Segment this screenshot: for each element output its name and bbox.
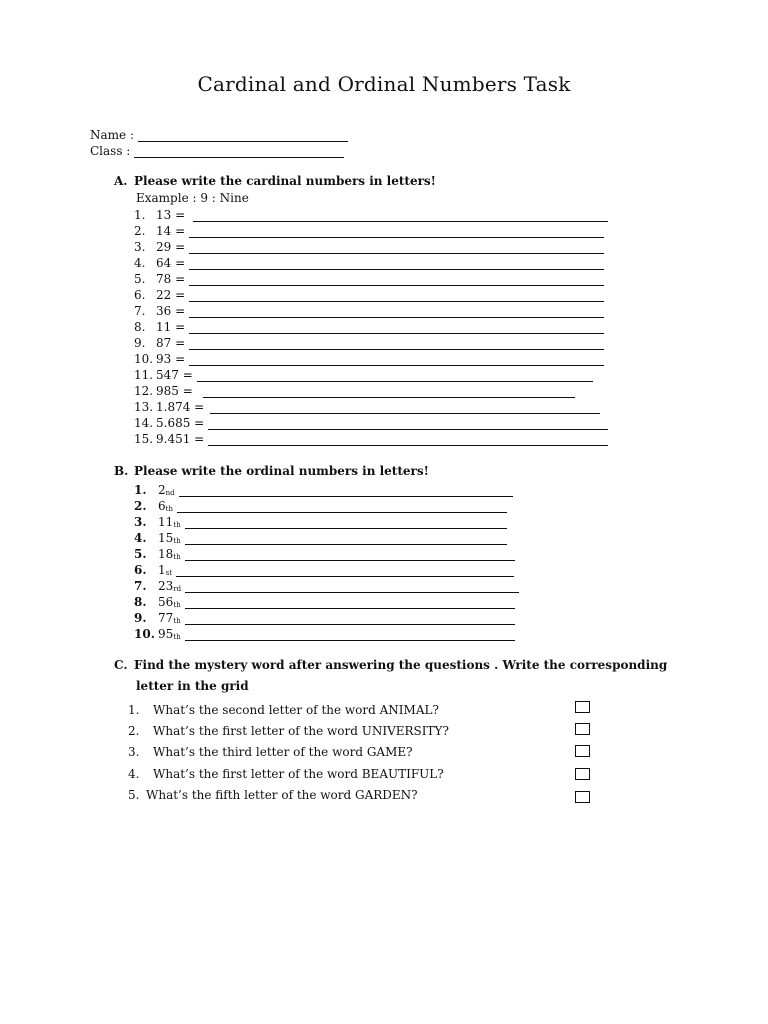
item-number: 7.	[134, 579, 147, 593]
answer-box[interactable]	[575, 701, 590, 713]
question-text: What’s the first letter of the word BEAUTIFUL?	[153, 766, 444, 781]
item-prompt: 36 =	[156, 304, 186, 318]
section-a-list	[134, 206, 608, 446]
answer-line[interactable]	[185, 614, 515, 625]
item-prompt: 29 =	[156, 240, 186, 254]
list-item	[134, 238, 608, 254]
question-number: 5.	[128, 788, 140, 803]
ordinal-suffix: th	[173, 633, 181, 641]
ordinal-suffix: th	[173, 553, 181, 561]
ordinal-base: 11	[158, 515, 174, 529]
item-number: 6.	[134, 563, 147, 577]
list-item	[134, 334, 608, 350]
item-prompt: 9.451 =	[156, 432, 205, 446]
list-item	[134, 318, 608, 334]
list-item	[134, 625, 519, 641]
answer-line[interactable]	[189, 307, 604, 318]
list-item	[134, 529, 519, 545]
name-field[interactable]	[138, 131, 348, 142]
answer-line[interactable]	[189, 323, 604, 334]
section-b-title: Please write the ordinal numbers in letters!	[134, 464, 429, 478]
name-label: Name :	[90, 128, 134, 142]
section-c-questions	[128, 699, 449, 806]
ordinal-suffix: th	[173, 521, 181, 529]
item-number: 1.	[134, 208, 146, 222]
item-prompt: 547 =	[156, 368, 193, 382]
item-number: 1.	[134, 483, 147, 497]
section-a-example: Example : 9 : Nine	[136, 191, 249, 205]
question-number: 1.	[128, 702, 140, 717]
section-b-letter: B.	[114, 464, 129, 478]
item-prompt: 87 =	[156, 336, 186, 350]
ordinal-base: 95	[158, 627, 174, 641]
item-prompt: 14 =	[156, 224, 186, 238]
ordinal-base: 77	[158, 611, 174, 625]
ordinal-base: 6	[158, 499, 166, 513]
list-item	[134, 481, 519, 497]
list-item	[134, 254, 608, 270]
question-number: 2.	[128, 724, 140, 739]
student-info	[90, 126, 348, 158]
item-number: 15.	[134, 432, 154, 446]
item-prompt: 93 =	[156, 352, 186, 366]
item-number: 5.	[134, 272, 146, 286]
section-b-list	[134, 481, 519, 641]
item-number: 5.	[134, 547, 147, 561]
section-c-title-line2: letter in the grid	[136, 679, 249, 693]
answer-line[interactable]	[189, 227, 604, 238]
answer-line[interactable]	[177, 502, 507, 513]
list-item	[134, 270, 608, 286]
list-item	[134, 414, 608, 430]
answer-box[interactable]	[575, 723, 590, 735]
answer-line[interactable]	[208, 419, 608, 430]
section-a-letter: A.	[114, 174, 128, 188]
item-number: 2.	[134, 499, 147, 513]
question-number: 3.	[128, 745, 140, 760]
item-prompt: 11 =	[156, 320, 186, 334]
answer-line[interactable]	[185, 518, 507, 529]
page-title: Cardinal and Ordinal Numbers Task	[197, 72, 571, 96]
section-a-heading	[114, 174, 436, 188]
question-text: What’s the fifth letter of the word GARDEN?	[146, 788, 418, 803]
item-number: 10.	[134, 627, 155, 641]
ordinal-suffix: rd	[173, 585, 182, 593]
section-b-heading	[114, 464, 429, 478]
item-number: 4.	[134, 531, 147, 545]
ordinal-base: 18	[158, 547, 174, 561]
answer-line[interactable]	[208, 435, 608, 446]
item-number: 9.	[134, 611, 147, 625]
section-c-heading	[114, 658, 667, 672]
answer-box[interactable]	[575, 768, 590, 780]
item-number: 7.	[134, 304, 146, 318]
ordinal-base: 1	[158, 563, 166, 577]
item-prompt: 1.874 =	[156, 400, 205, 414]
ordinal-suffix: st	[165, 569, 173, 577]
ordinal-base: 15	[158, 531, 174, 545]
list-item	[134, 545, 519, 561]
section-a-title: Please write the cardinal numbers in letters!	[134, 174, 436, 188]
item-prompt: 985 =	[156, 384, 193, 398]
item-number: 8.	[134, 595, 147, 609]
item-number: 14.	[134, 416, 154, 430]
answer-line[interactable]	[189, 355, 604, 366]
ordinal-suffix: th	[173, 537, 181, 545]
answer-line[interactable]	[176, 566, 514, 577]
item-number: 4.	[134, 256, 146, 270]
list-item	[134, 286, 608, 302]
item-number: 12.	[134, 384, 154, 398]
list-item	[134, 593, 519, 609]
answer-line[interactable]	[185, 550, 515, 561]
answer-line[interactable]	[185, 598, 515, 609]
question-item	[128, 742, 449, 763]
question-item	[128, 785, 449, 806]
item-number: 3.	[134, 515, 147, 529]
item-number: 3.	[134, 240, 146, 254]
item-number: 10.	[134, 352, 154, 366]
class-label: Class :	[90, 144, 131, 158]
answer-line[interactable]	[185, 582, 519, 593]
answer-line[interactable]	[197, 371, 593, 382]
section-c-letter: C.	[114, 658, 128, 672]
list-item	[134, 577, 519, 593]
answer-box[interactable]	[575, 791, 590, 803]
ordinal-base: 2	[158, 483, 166, 497]
question-item	[128, 699, 449, 720]
item-prompt: 22 =	[156, 288, 186, 302]
question-text: What’s the third letter of the word GAME?	[153, 745, 413, 760]
list-item	[134, 398, 608, 414]
question-number: 4.	[128, 766, 140, 781]
item-number: 13.	[134, 400, 154, 414]
ordinal-base: 23	[158, 579, 174, 593]
answer-line[interactable]	[203, 387, 575, 398]
list-item	[134, 206, 608, 222]
ordinal-suffix: th	[173, 601, 181, 609]
question-text: What’s the second letter of the word ANIMAL?	[153, 702, 439, 717]
ordinal-suffix: th	[165, 505, 173, 513]
item-number: 2.	[134, 224, 146, 238]
answer-line[interactable]	[189, 259, 604, 270]
ordinal-base: 56	[158, 595, 174, 609]
list-item	[134, 497, 519, 513]
item-number: 6.	[134, 288, 146, 302]
item-prompt: 13 =	[156, 208, 186, 222]
answer-line[interactable]	[193, 211, 608, 222]
answer-line[interactable]	[189, 291, 604, 302]
list-item	[134, 350, 608, 366]
ordinal-suffix: nd	[165, 489, 175, 497]
answer-line[interactable]	[185, 534, 507, 545]
list-item	[134, 513, 519, 529]
answer-line[interactable]	[189, 243, 604, 254]
list-item	[134, 430, 608, 446]
list-item	[134, 382, 608, 398]
list-item	[134, 561, 519, 577]
item-prompt: 64 =	[156, 256, 186, 270]
list-item	[134, 302, 608, 318]
answer-box[interactable]	[575, 745, 590, 757]
list-item	[134, 609, 519, 625]
answer-line[interactable]	[185, 630, 515, 641]
item-prompt: 78 =	[156, 272, 186, 286]
answer-line[interactable]	[189, 339, 604, 350]
answer-line[interactable]	[179, 486, 513, 497]
ordinal-suffix: th	[173, 617, 181, 625]
item-number: 9.	[134, 336, 146, 350]
answer-line[interactable]	[189, 275, 604, 286]
question-item	[128, 763, 449, 784]
list-item	[134, 366, 608, 382]
item-number: 8.	[134, 320, 146, 334]
list-item	[134, 222, 608, 238]
name-row	[90, 126, 348, 142]
class-field[interactable]	[134, 147, 344, 158]
section-c-title: Find the mystery word after answering the questions . Write the corresponding	[134, 658, 668, 672]
item-number: 11.	[134, 368, 154, 382]
item-prompt: 5.685 =	[156, 416, 205, 430]
question-item	[128, 720, 449, 741]
class-row	[90, 142, 348, 158]
answer-line[interactable]	[210, 403, 600, 414]
question-text: What’s the first letter of the word UNIVERSITY?	[153, 724, 449, 739]
